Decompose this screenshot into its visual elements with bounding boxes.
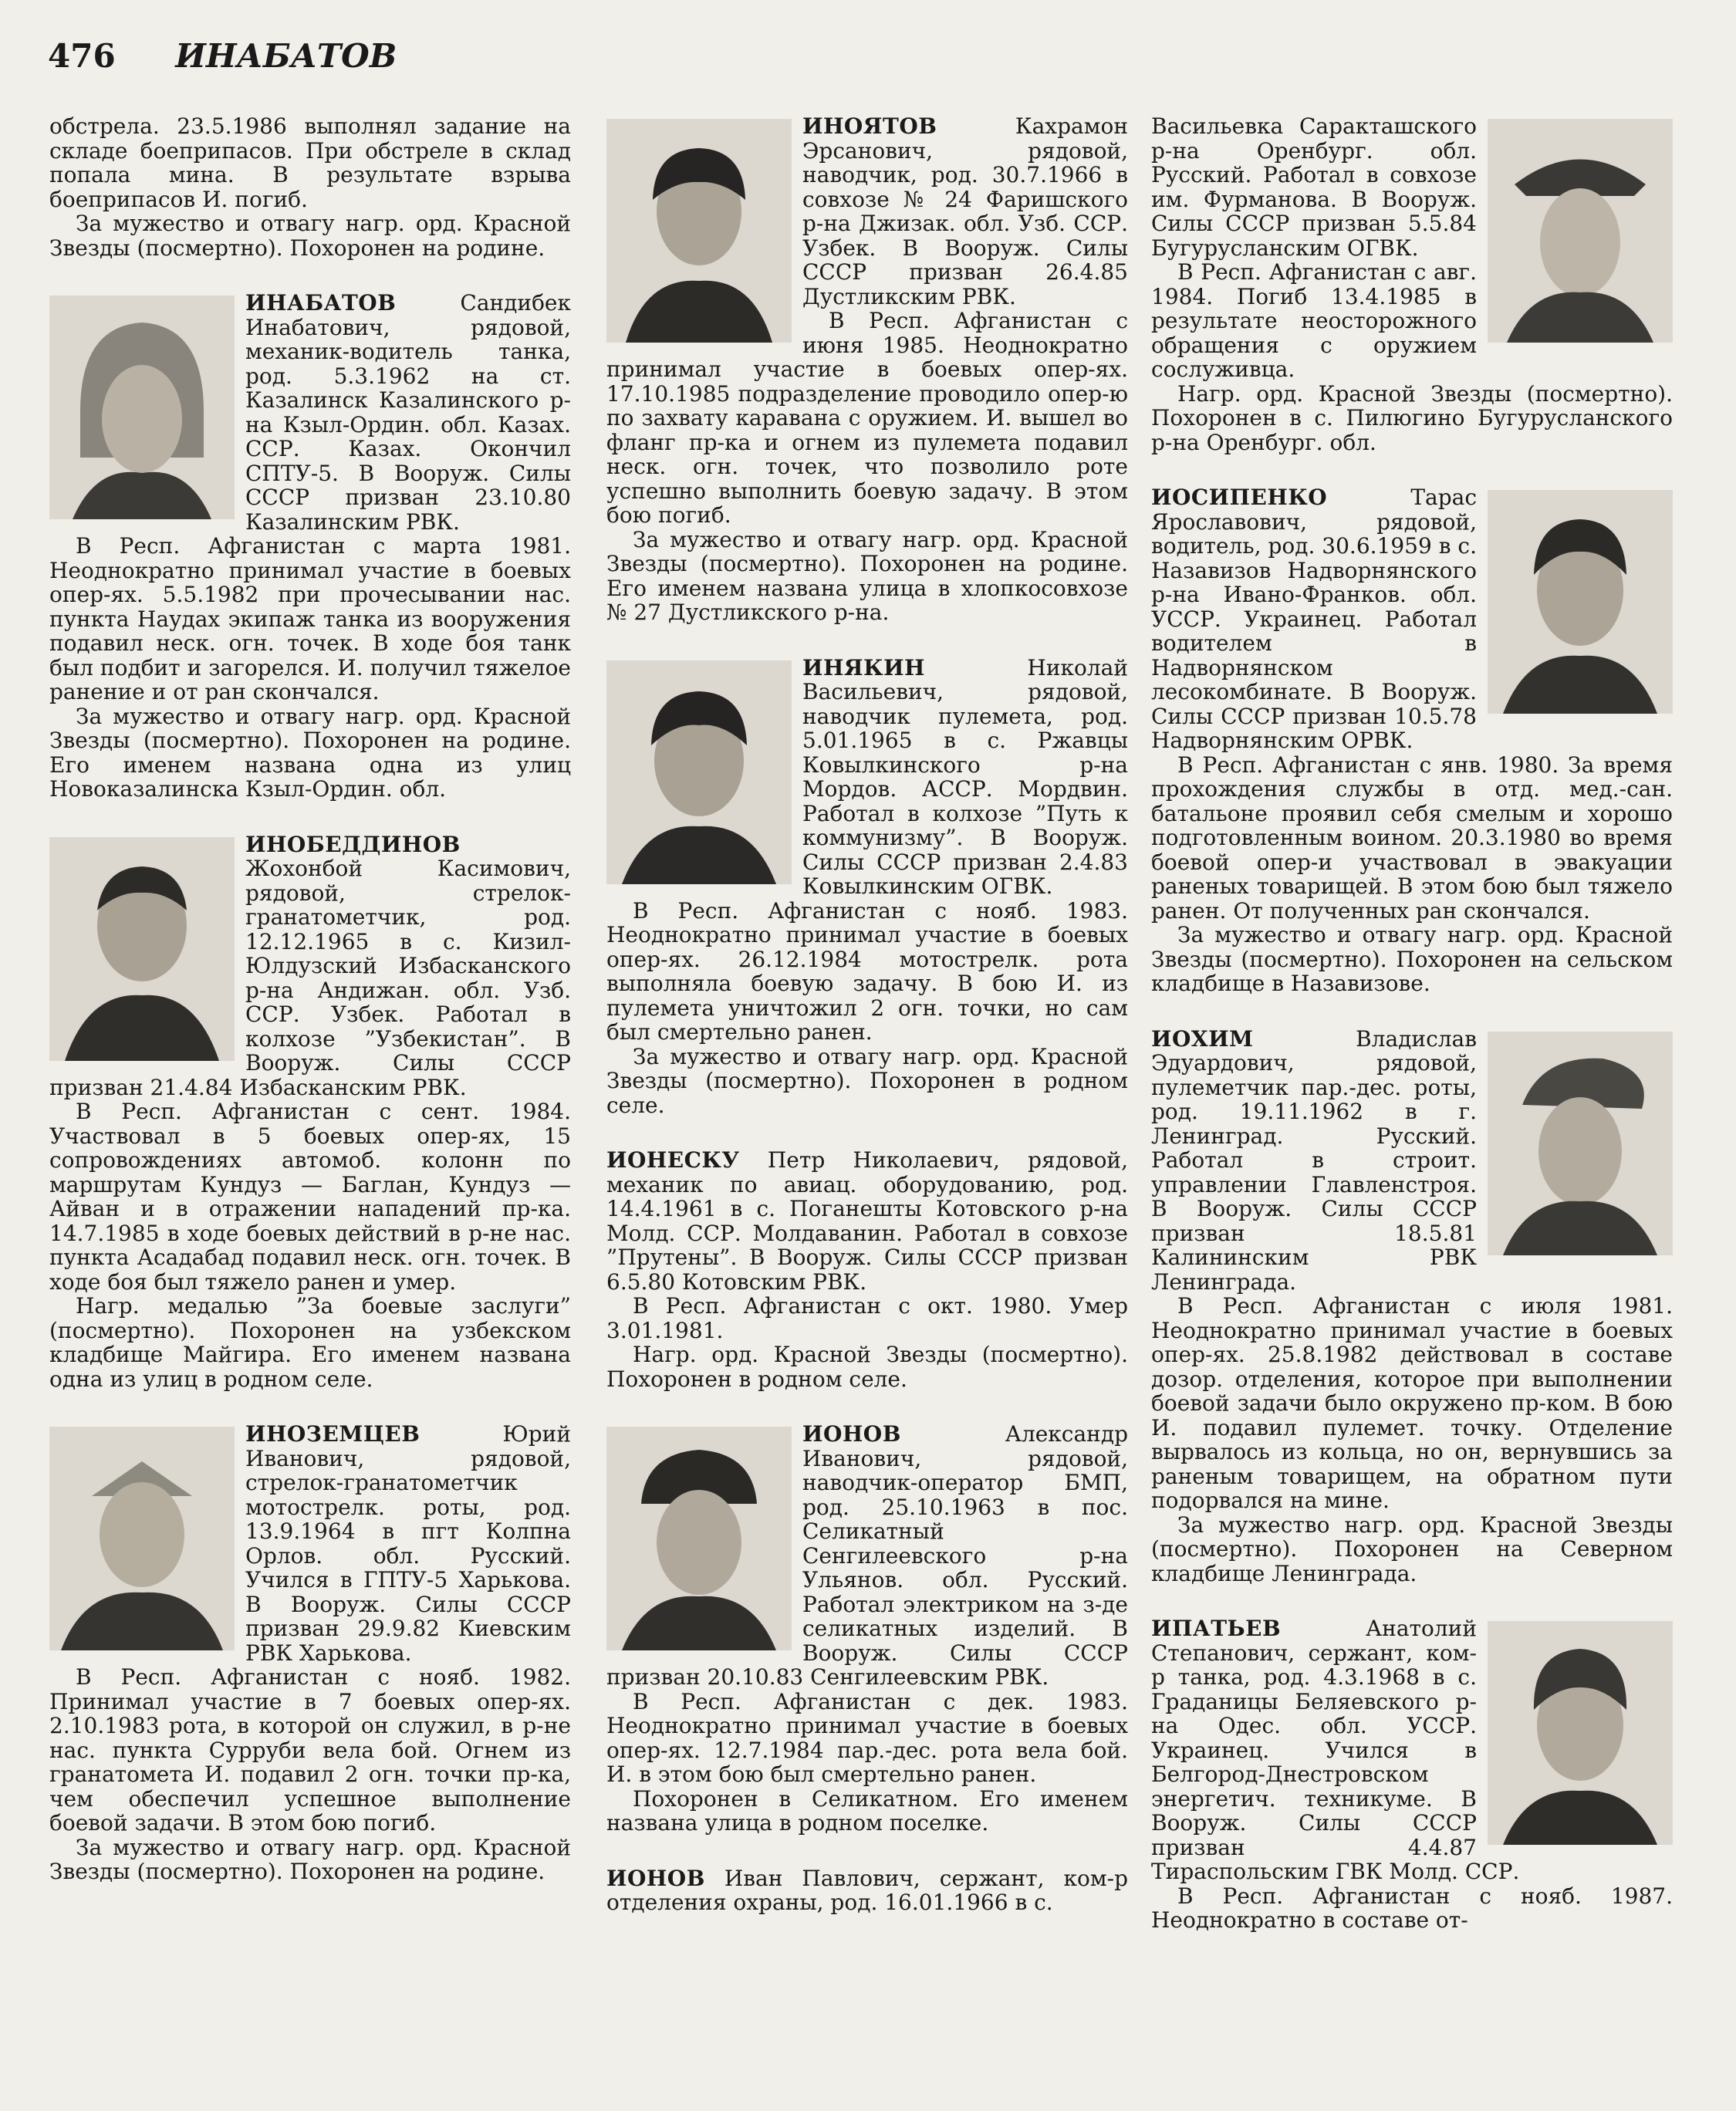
entry-paragraph: Николай Васильевич, рядовой, наводчик пулемета, род. 5.01.1965 в с. Ржавцы Ковылкинского р-на Мордов. АССР. Мордвин. Работал в колхозе ”Путь к коммунизму”. В Вооруж. Силы СССР призван 2.4.83 Ковылкинским ОГВК. xyxy=(802,654,1128,899)
entry-paragraph: В Респ. Афганистан с авг. 1984. Погиб 13.4.1985 в результате неосторожного обращения с оружием сослуживца. xyxy=(1151,259,1477,382)
entry-name: ИОНОВ xyxy=(606,1865,705,1891)
entry-paragraph: Васильевка Саракташского р-на Оренбург. обл. Русский. Работал в совхозе им. Фурманова. В Вооруж. Силы СССР призван 5.5.84 Бугурусланским ОГВК. xyxy=(1151,113,1477,261)
entry-continuation xyxy=(1151,114,1673,454)
entry-paragraph: Иван Павлович, сержант, ком-р отделения охраны, род. 16.01.1966 в с. xyxy=(606,1865,1128,1915)
entry-paragraph: За мужество и отвагу нагр. орд. Красной Звезды (посмертно). Похоронен на родине. Его именем названа одна из улиц Новоказалинска Кзыл-Ордин. обл. xyxy=(49,703,571,802)
entry-inabatov xyxy=(49,291,571,802)
portrait-photo xyxy=(1488,1032,1673,1255)
entry-paragraph: За мужество и отвагу нагр. орд. Красной Звезды (посмертно). Похоронен в родном селе. xyxy=(606,1043,1128,1118)
entry-name: ИОХИМ xyxy=(1151,1025,1254,1052)
page-header xyxy=(48,37,397,83)
entry-name: ИНАБАТОВ xyxy=(245,290,397,316)
entry-paragraph: За мужество и отвагу нагр. орд. Красной Звезды (посмертно). Похоронен на родине. xyxy=(49,1834,571,1884)
entry-iokhim xyxy=(1151,1027,1673,1586)
portrait-photo xyxy=(606,119,792,343)
entry-paragraph: В Респ. Афганистан с янв. 1980. За время прохождения службы в отд. мед.-сан. батальоне проявил себя смелым и хорошо подготовленным воином. 20.3.1980 во время боевой опер-и участвовал в эвакуации раненых товарищей. В этом бою был тяжело ранен. От полученных ран скончался. xyxy=(1151,752,1673,924)
entry-paragraph: Нагр. медалью ”За боевые заслуги” (посмертно). Похоронен на узбекском кладбище Майгира. Его именем названа одна из улиц в родном селе. xyxy=(49,1293,571,1392)
entry-paragraph: Сандибек Инабатович, рядовой, механик-водитель танка, род. 5.3.1962 на ст. Казалинск Казалинского р-на Кзыл-Ордин. обл. Казах. ССР. Казах. Окончил СПТУ-5. В Вооруж. Силы СССР призван 23.10.80 Казалинским РВК. xyxy=(245,290,571,535)
entry-continuation xyxy=(49,114,571,260)
entry-iosipenko xyxy=(1151,485,1673,996)
entry-inyakin xyxy=(606,656,1128,1118)
entry-ipatyev xyxy=(1151,1616,1673,1933)
entry-paragraph: В Респ. Афганистан с июля 1981. Неоднократно принимал участие в боевых опер-ях. 25.8.1982 действовал в составе дозор. отделения, которое при выполнении боевой задачи было окружено пр-ком. В бою И. подавил пулемет. точку. Отделение вырвалось из кольца, но он, вернувшись за раненым товарищем, на обратном пути подорвался на мине. xyxy=(1151,1293,1673,1513)
entry-paragraph: За мужество и отвагу нагр. орд. Красной Звезды (посмертно). Похоронен на родине. xyxy=(49,211,571,261)
portrait-photo xyxy=(49,837,235,1061)
entry-paragraph: В Респ. Афганистан с нояб. 1983. Неоднократно принимал участие в боевых опер-ях. 26.12.1984 мотострелк. рота выполняла боевую задачу. В бою И. из пулемета уничтожил 2 огн. точки, но сам был смертельно ранен. xyxy=(606,897,1128,1045)
portrait-photo xyxy=(49,296,235,519)
entry-paragraph: Петр Николаевич, рядовой, механик по авиац. оборудованию, род. 14.4.1961 в с. Поганешты Котовского р-на Молд. ССР. Молдаванин. Работал в совхозе ”Прутены”. В Вооруж. Силы СССР призван 6.5.80 Котовским РВК. xyxy=(606,1147,1128,1295)
portrait-photo xyxy=(1488,119,1673,343)
portrait-photo xyxy=(1488,1621,1673,1845)
entry-paragraph: Нагр. орд. Красной Звезды (посмертно). Похоронен в с. Пилюгино Бугурусланского р-на Оренбург. обл. xyxy=(1151,380,1673,455)
entry-paragraph: В Респ. Афганистан с окт. 1980. Умер 3.01.1981. xyxy=(606,1293,1128,1343)
entry-paragraph: В Респ. Афганистан с сент. 1984. Участвовал в 5 боевых опер-ях, 15 сопровождениях автомоб. колонн по маршрутам Кундуз — Баглан, Кундуз — Айван и в отражении нападений пр-ка. 14.7.1985 в ходе боевых действий в р-не нас. пункта Асадабад подавил неск. огн. точек. В ходе боя был тяжело ранен и умер. xyxy=(49,1099,571,1295)
entry-inozemtsev xyxy=(49,1422,571,1884)
entry-ionov-aleksandr xyxy=(606,1422,1128,1836)
entry-name: ИНОЗЕМЦЕВ xyxy=(245,1421,420,1447)
entry-name: ИНЯКИН xyxy=(802,654,925,681)
entry-paragraph: Анатолий Степанович, сержант, ком-р танка, род. 4.3.1968 в с. Граданицы Беляевского р-на Одес. обл. УССР. Украинец. Учился в Белгород-Днестровском энергетич. техникуме. В Вооруж. Силы СССР призван 4.4.87 Тираспольским ГВК Молд. ССР. xyxy=(1151,1616,1520,1884)
entry-paragraph: Владислав Эдуардович, рядовой, пулеметчик пар.-дес. роты, род. 19.11.1962 в г. Ленинград. Русский. Работал в строит. управлении Главленстроя. В Вооруж. Силы СССР призван 18.5.81 Калининским РВК Ленинграда. xyxy=(1151,1025,1477,1295)
entry-paragraph: Похоронен в Селикатном. Его именем названа улица в родном поселке. xyxy=(606,1785,1128,1836)
entry-paragraph: Нагр. орд. Красной Звезды (посмертно). Похоронен в родном селе. xyxy=(606,1342,1128,1392)
column-2 xyxy=(606,114,1128,1946)
entry-paragraph: В Респ. Афганистан с нояб. 1982. Принимал участие в 7 боевых опер-ях. 2.10.1983 рота, в которой он служил, в р-не нас. пункта Сурруби вела бой. Огнем из гранатомета И. подавил 2 огн. точки пр-ка, чем обеспечил успешное выполнение боевой задачи. В этом бою погиб. xyxy=(49,1664,571,1836)
entry-paragraph: В Респ. Афганистан с марта 1981. Неоднократно принимал участие в боевых опер-ях. 5.5.1982 при прочесывании нас. пункта Наудах экипаж танка из вооружения подавил неск. огн. точек. В ходе боя танк был подбит и загорелся. И. получил тяжелое ранение и от ран скончался. xyxy=(49,533,571,704)
portrait-photo xyxy=(606,1427,792,1650)
entry-inobeddinov xyxy=(49,833,571,1392)
entry-name: ИОСИПЕНКО xyxy=(1151,485,1328,510)
portrait-photo xyxy=(606,660,792,884)
column-1 xyxy=(49,114,571,1915)
portrait-photo xyxy=(1488,490,1673,714)
entry-paragraph: Александр Иванович, рядовой, наводчик-оператор БМП, род. 25.10.1963 в пос. Селикатный Сенгилеевского р-на Ульянов. обл. Русский. Работал электриком на з-де селикатных изделий. В Вооруж. Силы СССР призван 20.10.83 Сенгилеевским РВК. xyxy=(606,1421,1128,1690)
entry-paragraph: Кахрамон Эрсанович, рядовой, наводчик, род. 30.7.1966 в совхозе № 24 Фаришского р-на Джизак. обл. Узб. ССР. Узбек. В Вооруж. Силы СССР призван 26.4.85 Дустликским РВК. xyxy=(802,113,1128,309)
entry-paragraph: обстрела. 23.5.1986 выполнял задание на складе боеприпасов. При обстреле в склад попала мина. В результате взрыва боеприпасов И. погиб. xyxy=(49,113,571,212)
entry-ionov-ivan xyxy=(606,1866,1128,1915)
entry-name: ИОНОВ xyxy=(802,1421,901,1447)
entry-paragraph: Тарас Ярославович, рядовой, водитель, род. 30.6.1959 в с. Назавизов Надворнянского р-на Ивано-Франков. обл. УССР. Украинец. Работал водителем в Надворнянском лесокомбинате. В Вооруж. Силы СССР призван 10.5.78 Надворнянским ОРВК. xyxy=(1151,485,1477,753)
entry-ionesku xyxy=(606,1148,1128,1391)
entry-paragraph: За мужество и отвагу нагр. орд. Красной Звезды (посмертно). Похоронен на сельском кладбище в Назавизове. xyxy=(1151,922,1673,996)
entry-name: ИНОБЕДДИНОВ xyxy=(245,831,461,857)
entry-name: ИНОЯТОВ xyxy=(802,113,937,139)
column-3 xyxy=(1151,114,1673,1964)
page-number: 476 xyxy=(48,37,116,75)
running-head: ИНАБАТОВ xyxy=(175,37,397,75)
entry-paragraph: Жохонбой Касимович, рядовой, стрелок-гранатометчик, род. 12.12.1965 в с. Кизил-Юлдузский Избасканского р-на Андижан. обл. Узб. ССР. Узбек. Работал в колхозе ”Узбекистан”. В Вооруж. Силы СССР призван 21.4.84 Избасканским РВК. xyxy=(49,856,571,1100)
entry-paragraph: Юрий Иванович, рядовой, стрелок-гранатометчик мотострелк. роты, род. 13.9.1964 в пгт Колпна Орлов. обл. Русский. Учился в ГПТУ-5 Харькова. В Вооруж. Силы СССР призван 29.9.82 Киевским РВК Харькова. xyxy=(245,1421,571,1666)
entry-paragraph: За мужество и отвагу нагр. орд. Красной Звезды (посмертно). Похоронен на родине. Его именем названа улица в хлопкосовхозе № 27 Дустликского р-на. xyxy=(606,526,1128,625)
entry-paragraph: В Респ. Афганистан с нояб. 1987. Неоднократно в составе от- xyxy=(1151,1883,1673,1933)
entry-paragraph: В Респ. Афганистан с дек. 1983. Неоднократно принимал участие в боевых опер-ях. 12.7.1984 пар.-дес. рота вела бой. И. в этом бою был смертельно ранен. xyxy=(606,1688,1128,1787)
entry-paragraph: За мужество нагр. орд. Красной Звезды (посмертно). Похоронен на Северном кладбище Ленинграда. xyxy=(1151,1511,1673,1586)
entry-name: ИПАТЬЕВ xyxy=(1151,1616,1282,1641)
entry-inoyatov xyxy=(606,114,1128,625)
entry-paragraph: В Респ. Афганистан с июня 1985. Неоднократно принимал участие в боевых опер-ях. 17.10.1985 подразделение проводило опер-ю по захвату каравана с оружием. И. вышел во фланг пр-ка и огнем из пулемета подавил неск. огн. точек, что позволило роте успешно выполнить боевую задачу. В этом бою погиб. xyxy=(606,308,1128,528)
portrait-photo xyxy=(49,1427,235,1650)
entry-name: ИОНЕСКУ xyxy=(606,1147,740,1173)
